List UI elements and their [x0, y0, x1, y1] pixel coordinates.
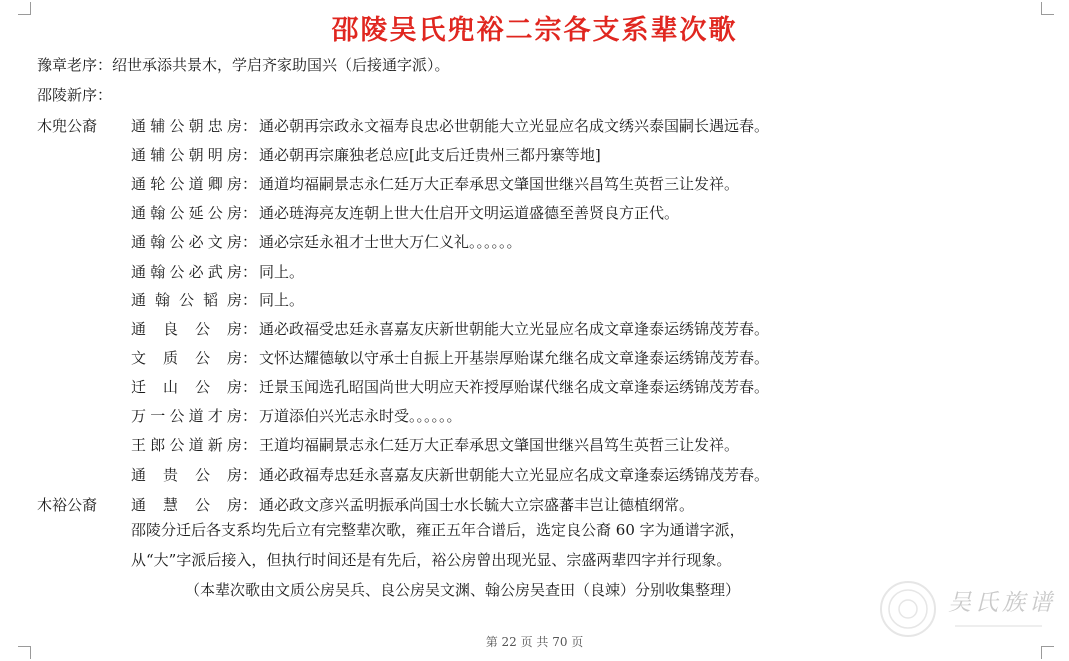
branch-label-char: 公 — [169, 146, 185, 164]
branch-label-char: 房： — [226, 175, 257, 193]
branch-label-char: 房： — [226, 436, 257, 454]
branch-label-char: 道 — [188, 407, 204, 425]
branch-label-char: 万 — [131, 407, 147, 425]
branch-label-char: 通 — [131, 320, 147, 338]
group-label-mudou: 木兜公裔 — [37, 117, 98, 135]
branch-label-char: 慧 — [162, 496, 178, 514]
branch-label-char: 迁 — [131, 378, 147, 396]
branch-label-char: 通 — [131, 146, 147, 164]
generation-sequence-text: 通必朝再宗政永文福寿良忠必世朝能大立光显应名成文绣兴泰国嗣长遇远春。 — [259, 117, 770, 135]
branch-label — [131, 232, 257, 252]
branch-label-char: 忠 — [207, 117, 223, 135]
generation-sequence-text: 万道添伯兴光志永时受。。。。。。 — [259, 407, 462, 425]
branch-label-char: 韬 — [202, 291, 218, 309]
generation-sequence-text: 通必琏海亮友连朝上世大仕启开文明运道盛德至善贤良方正代。 — [259, 204, 680, 222]
branch-label-char: 公 — [194, 320, 210, 338]
branch-label-char: 翰 — [150, 233, 166, 251]
branch-label-char: 道 — [188, 175, 204, 193]
branch-label — [131, 319, 257, 339]
branch-label-char: 通 — [131, 117, 147, 135]
old-sequence-text: 绍世承添共景木，学启齐家助国兴（后接通字派）。 — [112, 56, 450, 74]
branch-label-char: 通 — [131, 496, 147, 514]
branch-label-char: 房： — [226, 466, 257, 484]
generation-sequence-text: 同上。 — [259, 291, 305, 309]
branch-label-char: 房： — [226, 349, 257, 367]
branch-label-char: 房： — [226, 496, 257, 514]
page-number: 第 22 页 共 70 页 — [485, 635, 584, 649]
branch-label — [131, 116, 257, 136]
branch-label-char: 文 — [207, 233, 223, 251]
note-line-1: 邵陵分迁后各支系均先后立有完整辈次歌，雍正五年合谱后，选定良公裔 60 字为通谱字派， — [131, 521, 745, 539]
credit-note: （本辈次歌由文质公房吴兵、良公房吴文渊、翰公房吴查田（良竦）分别收集整理） — [185, 581, 741, 599]
branch-label-char: 一 — [150, 407, 166, 425]
branch-label-char: 道 — [188, 436, 204, 454]
branch-label-char: 通 — [131, 466, 147, 484]
branch-label-char: 轮 — [150, 175, 166, 193]
branch-label — [131, 435, 257, 455]
branch-label-char: 房： — [226, 378, 257, 396]
generation-sequence-text: 同上。 — [259, 263, 305, 281]
branch-label — [131, 377, 257, 397]
branch-label-char: 王 — [131, 436, 147, 454]
branch-label — [131, 262, 257, 282]
branch-label-char: 辅 — [150, 146, 166, 164]
branch-label-char: 翰 — [150, 263, 166, 281]
branch-label-char: 才 — [207, 407, 223, 425]
branch-label-char: 房： — [226, 263, 257, 281]
branch-label-char: 房： — [226, 117, 257, 135]
branch-label-char: 公 — [169, 436, 185, 454]
branch-label-char: 公 — [169, 407, 185, 425]
branch-label-char: 房： — [226, 320, 257, 338]
branch-label — [131, 406, 257, 426]
generation-sequence-text: 通必宗廷永祖才士世大万仁义礼。。。。。。 — [259, 233, 522, 251]
branch-label-char: 通 — [131, 263, 147, 281]
branch-label-char: 公 — [194, 378, 210, 396]
branch-label-char: 郎 — [150, 436, 166, 454]
branch-label-char: 公 — [207, 204, 223, 222]
branch-label-char: 必 — [188, 263, 204, 281]
branch-label-char: 卿 — [207, 175, 223, 193]
branch-label — [131, 495, 257, 515]
branch-label-char: 公 — [194, 466, 210, 484]
branch-label-char: 通 — [131, 204, 147, 222]
branch-label-char: 延 — [188, 204, 204, 222]
branch-label-char: 朝 — [188, 146, 204, 164]
branch-label-char: 文 — [131, 349, 147, 367]
branch-label-char: 朝 — [188, 117, 204, 135]
branch-label-char: 武 — [207, 263, 223, 281]
generation-sequence-text: 通必政福受忠廷永喜嘉友庆新世朝能大立光显应名成文章逢泰运绣锦茂芳春。 — [259, 320, 770, 338]
branch-label — [131, 174, 257, 194]
branch-label-char: 辅 — [150, 117, 166, 135]
branch-label-char: 公 — [169, 175, 185, 193]
branch-label-char: 房： — [226, 407, 257, 425]
branch-label-char: 山 — [162, 378, 178, 396]
branch-label-char: 通 — [131, 291, 147, 309]
note-line-2: 从“大”字派后接入，但执行时间还是有先后，裕公房曾出现光显、宗盛两辈四字并行现象。 — [131, 551, 732, 569]
branch-label-char: 通 — [131, 175, 147, 193]
branch-label-char: 公 — [169, 204, 185, 222]
page-title: 邵陵吴氏兜裕二宗各支系辈次歌 — [331, 15, 738, 46]
branch-label — [131, 465, 257, 485]
branch-label-char: 房： — [226, 291, 257, 309]
group-label-muyu: 木裕公裔 — [37, 496, 98, 514]
branch-label-char: 公 — [194, 349, 210, 367]
branch-label-char: 翰 — [154, 291, 170, 309]
branch-label-char: 公 — [169, 263, 185, 281]
branch-label-char: 房： — [226, 204, 257, 222]
old-sequence-line — [37, 55, 450, 75]
branch-label-char: 公 — [194, 496, 210, 514]
branch-label-char: 明 — [207, 146, 223, 164]
branch-label-char: 新 — [207, 436, 223, 454]
branch-label — [131, 145, 257, 165]
generation-sequence-text: 迁景玉闻选孔昭国尚世大明应天祚授厚贻谋代继名成文章逢泰运绣锦茂芳春。 — [259, 378, 770, 396]
branch-label-char: 公 — [169, 117, 185, 135]
generation-sequence-text: 通道均福嗣景志永仁廷万大正奉承思文肇国世继兴昌笃生英哲三让发祥。 — [259, 175, 740, 193]
branch-label — [131, 348, 257, 368]
generation-sequence-text: 王道均福嗣景志永仁廷万大正奉承思文肇国世继兴昌笃生英哲三让发祥。 — [259, 436, 740, 454]
branch-label — [131, 290, 257, 310]
branch-label-char: 公 — [169, 233, 185, 251]
generation-sequence-text: 通必政福寿忠廷永喜嘉友庆新世朝能大立光显应名成文章逢泰运绣锦茂芳春。 — [259, 466, 770, 484]
branch-label-char: 贵 — [162, 466, 178, 484]
old-sequence-label: 豫章老序： — [37, 56, 113, 74]
branch-label — [131, 203, 257, 223]
branch-label-char: 翰 — [150, 204, 166, 222]
generation-sequence-text: 文怀达耀德敏以守承士自振上开基崇厚贻谋允继名成文章逢泰运绣锦茂芳春。 — [259, 349, 770, 367]
branch-label-char: 房： — [226, 233, 257, 251]
branch-label-char: 质 — [162, 349, 178, 367]
generation-sequence-text: 通必朝再宗廉独老总应[此支后迁贵州三都丹寨等地] — [259, 146, 601, 164]
branch-label-char: 良 — [162, 320, 178, 338]
generation-sequence-text: 通必政文彦兴孟明振承尚国士水长毓大立宗盛蕃丰岂让德植纲常。 — [259, 496, 695, 514]
branch-label-char: 房： — [226, 146, 257, 164]
branch-label-char: 必 — [188, 233, 204, 251]
new-sequence-label: 邵陵新序： — [37, 86, 113, 104]
branch-label-char: 公 — [178, 291, 194, 309]
branch-label-char: 通 — [131, 233, 147, 251]
watermark-text: 吴氏族谱 — [948, 590, 1056, 616]
